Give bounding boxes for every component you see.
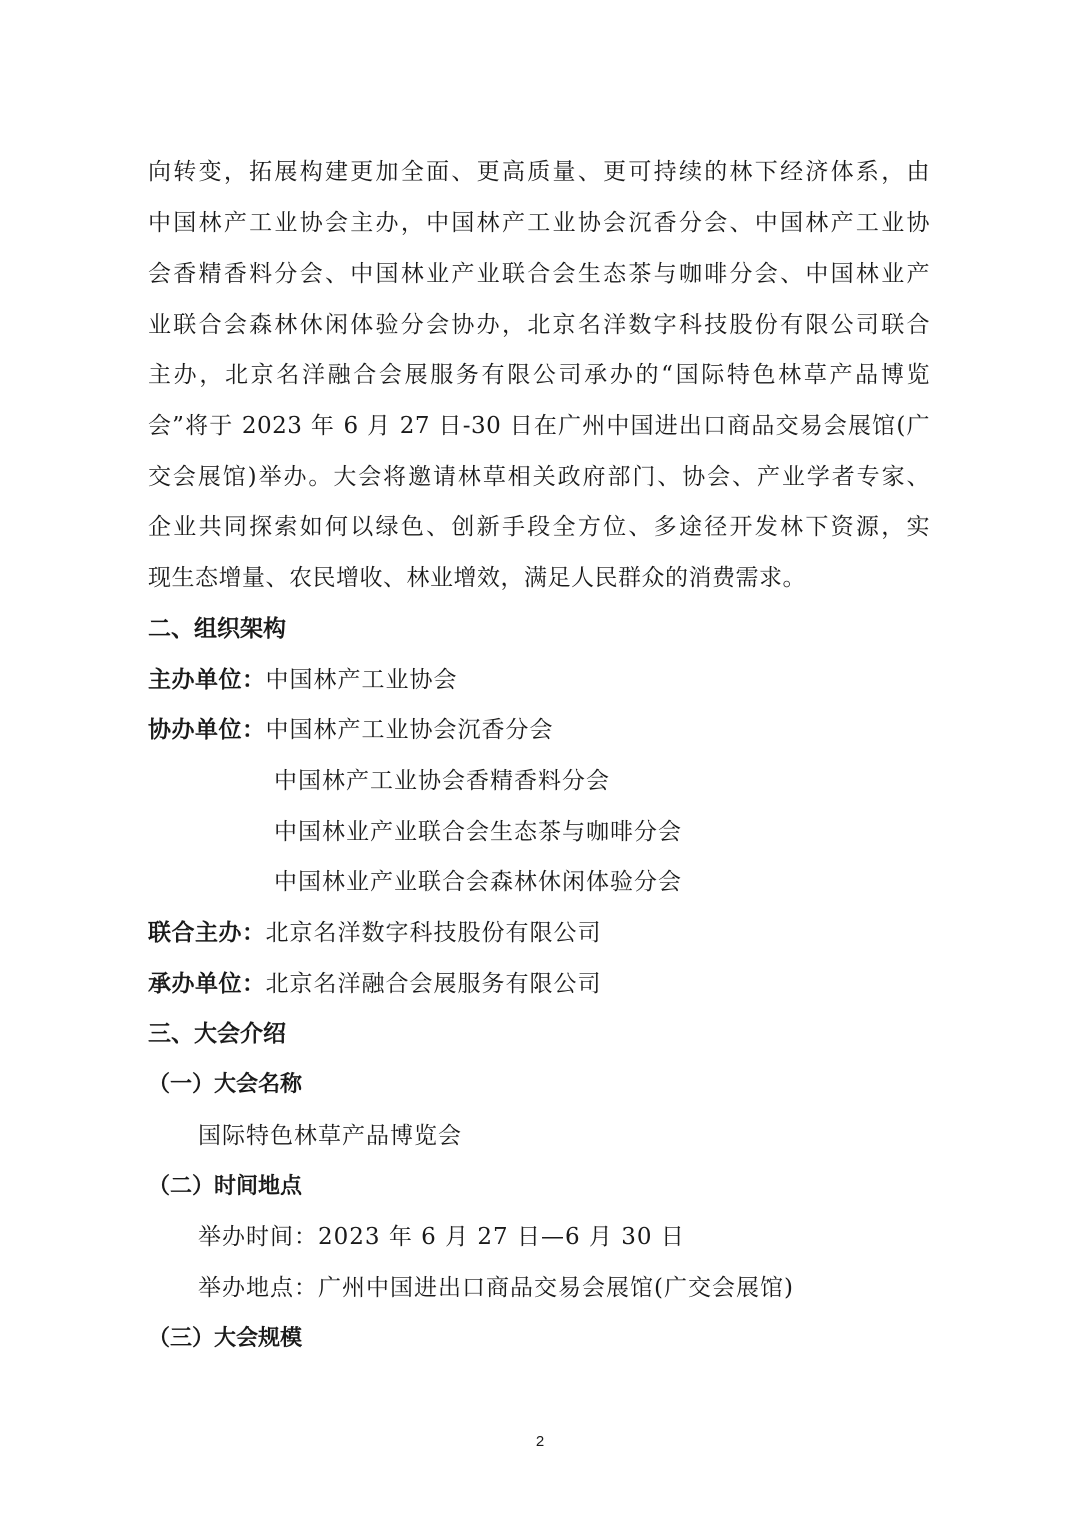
paragraph-line: 交会展馆)举办。大会将邀请林草相关政府部门、协会、产业学者专家、	[148, 464, 930, 490]
org-row-host	[148, 665, 458, 695]
paragraph-line: 会香精香料分会、中国林业产业联合会生态茶与咖啡分会、中国林业产	[148, 261, 930, 287]
subheading-scale: （三）大会规模	[148, 1326, 303, 1351]
org-value: 中国林业产业联合会生态茶与咖啡分会	[274, 819, 682, 845]
org-row-joint-host	[148, 918, 602, 948]
event-name: 国际特色林草产品博览会	[198, 1123, 462, 1149]
org-value: 中国林业产业联合会森林休闲体验分会	[274, 869, 682, 895]
subheading-name: （一）大会名称	[148, 1072, 303, 1097]
org-value: 中国林产工业协会沉香分会	[265, 717, 554, 743]
paragraph-line: 企业共同探索如何以绿色、创新手段全方位、多途径开发林下资源，实	[148, 514, 930, 540]
org-row-co-host	[148, 715, 554, 745]
org-label: 主办单位：	[148, 667, 266, 693]
event-place: 举办地点：广州中国进出口商品交易会展馆(广交会展馆)	[198, 1275, 794, 1301]
paragraph-line: 现生态增量、农民增收、林业增效，满足人民群众的消费需求。	[148, 565, 806, 591]
org-label: 联合主办：	[148, 920, 266, 946]
org-value: 北京名洋融合会展服务有限公司	[265, 971, 602, 997]
page-number: 2	[535, 1433, 545, 1450]
org-value: 北京名洋数字科技股份有限公司	[265, 920, 602, 946]
org-value: 中国林产工业协会	[265, 667, 458, 693]
paragraph-line: 业联合会森林休闲体验分会协办，北京名洋数字科技股份有限公司联合	[148, 312, 930, 338]
paragraph-line: 主办，北京名洋融合会展服务有限公司承办的“国际特色林草产品博览	[148, 362, 930, 388]
section-heading-organization: 二、组织架构	[148, 616, 286, 642]
org-row-organizer	[148, 969, 602, 999]
subheading-time-place: （二）时间地点	[148, 1174, 303, 1199]
section-heading-introduction: 三、大会介绍	[148, 1021, 286, 1047]
org-label: 承办单位：	[148, 971, 266, 997]
org-label: 协办单位：	[148, 717, 266, 743]
event-time: 举办时间：2023 年 6 月 27 日—6 月 30 日	[198, 1224, 685, 1250]
paragraph-line: 中国林产工业协会主办，中国林产工业协会沉香分会、中国林产工业协	[148, 210, 930, 236]
paragraph-line: 向转变，拓展构建更加全面、更高质量、更可持续的林下经济体系，由	[148, 159, 930, 185]
paragraph-line: 会”将于 2023 年 6 月 27 日-30 日在广州中国进出口商品交易会展馆(广	[148, 413, 930, 439]
org-value: 中国林产工业协会香精香料分会	[274, 768, 610, 794]
